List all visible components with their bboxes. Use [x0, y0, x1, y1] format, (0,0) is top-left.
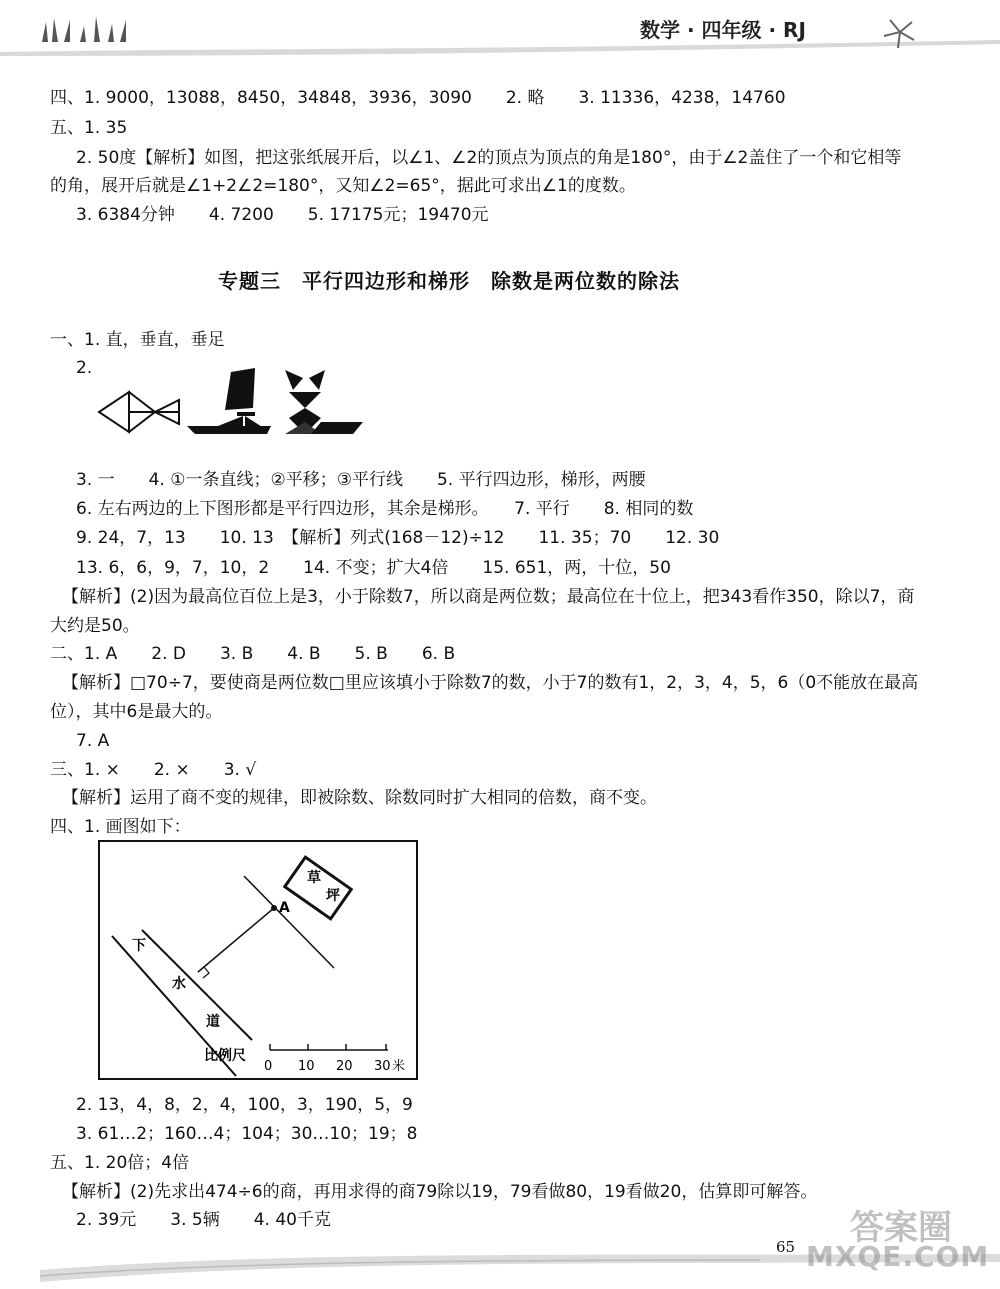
perpendicular-line [198, 908, 274, 972]
answer-line: 13. 6，6，9，7，10，2 14. 不变；扩大4倍 15. 651，两，十位，50 [76, 558, 671, 578]
canal-char: 下 [132, 938, 146, 954]
analysis-line: 大约是50。 [50, 616, 140, 636]
header-subject: 数学 · 四年级 · RJ [640, 18, 806, 42]
analysis-line: 位），其中6是最大的。 [50, 702, 223, 722]
canal-char: 水 [172, 976, 186, 992]
answer-line: 2. [76, 358, 93, 378]
watermark-url: MXQE.COM [806, 1240, 990, 1273]
answer-line: 9. 24，7，13 10. 13 【解析】列式(168－12)÷12 11. 35；70 12. 30 [76, 528, 720, 548]
canal-char: 道 [206, 1014, 220, 1030]
scale-tick: 30 [374, 1059, 391, 1074]
scale-label: 比例尺 [204, 1048, 246, 1064]
answer-line: 的角，展开后就是∠1+2∠2=180°，又知∠2=65°，据此可求出∠1的度数。 [50, 176, 636, 196]
analysis-line: 【解析】□70÷7，要使商是两位数□里应该填小于除数7的数，小于7的数有1，2，3，4，5，6（0不能放在最高 [62, 673, 919, 693]
shapes-figure [95, 368, 365, 446]
right-angle-mark [198, 967, 209, 978]
fish-figure [99, 392, 179, 432]
answer-line: 3. 6384分钟 4. 7200 5. 17175元；19470元 [76, 205, 489, 225]
map-figure [98, 840, 418, 1080]
analysis-line: 【解析】(2)因为最高位百位上是3，小于除数7，所以商是两位数；最高位在十位上，把343看作350，除以7，商 [62, 587, 915, 607]
answer-line: 2. 39元 3. 5辆 4. 40千克 [76, 1210, 331, 1230]
map-border [99, 841, 417, 1079]
answer-line: 6. 左右两边的上下图形都是平行四边形，其余是梯形。 7. 平行 8. 相同的数 [76, 499, 694, 519]
scale-unit: 米 [392, 1059, 406, 1074]
answer-line: 二、1. A 2. D 3. B 4. B 5. B 6. B [50, 644, 456, 664]
header-decoration [0, 0, 1000, 60]
lawn-char: 草 [307, 870, 321, 886]
answer-line: 三、1. × 2. × 3. √ [50, 760, 257, 780]
analysis-line: 【解析】运用了商不变的规律，即被除数、除数同时扩大相同的倍数，商不变。 [62, 788, 657, 808]
answer-line: 一、1. 直，垂直，垂足 [50, 330, 225, 350]
scale-bar [270, 1044, 388, 1050]
answer-line: 五、1. 35 [50, 118, 128, 138]
cat-figure [285, 370, 363, 434]
answer-line: 3. 一 4. ①一条直线；②平移；③平行线 5. 平行四边形，梯形，两腰 [76, 470, 646, 490]
page-number: 65 [776, 1238, 796, 1256]
answer-line: 2. 50度【解析】如图，把这张纸展开后，以∠1、∠2的顶点为顶点的角是180°，由于∠2盖住了一个和它相等 [76, 148, 902, 168]
answer-line: 四、1. 画图如下： [50, 817, 191, 837]
answer-line: 7. A [76, 731, 110, 751]
point-label: A [279, 900, 290, 916]
analysis-line: 【解析】(2)先求出474÷6的商，再用求得的商79除以19，79看做80，19看做20，估算即可解答。 [62, 1182, 818, 1202]
scale-tick: 20 [336, 1059, 353, 1074]
answer-line: 3. 61…2；160…4；104；30…10；19；8 [76, 1124, 418, 1144]
header-grass-icon [42, 16, 126, 42]
answer-line: 2. 13，4，8，2，4，100，3，190，5，9 [76, 1095, 413, 1115]
scale-tick: 10 [298, 1059, 315, 1074]
point-a [271, 905, 277, 911]
section-title: 专题三 平行四边形和梯形 除数是两位数的除法 [218, 269, 680, 293]
lawn-box [285, 857, 352, 919]
watermark-logo: 答案圈 [850, 1208, 952, 1248]
lawn-char: 坪 [326, 888, 340, 904]
answer-line: 四、1. 9000，13088，8450，34848，3936，3090 2. 略 3. 11336，4238，14760 [50, 88, 786, 108]
answer-line: 五、1. 20倍；4倍 [50, 1153, 190, 1173]
boat-figure [187, 368, 271, 434]
scale-tick: 0 [264, 1059, 273, 1074]
